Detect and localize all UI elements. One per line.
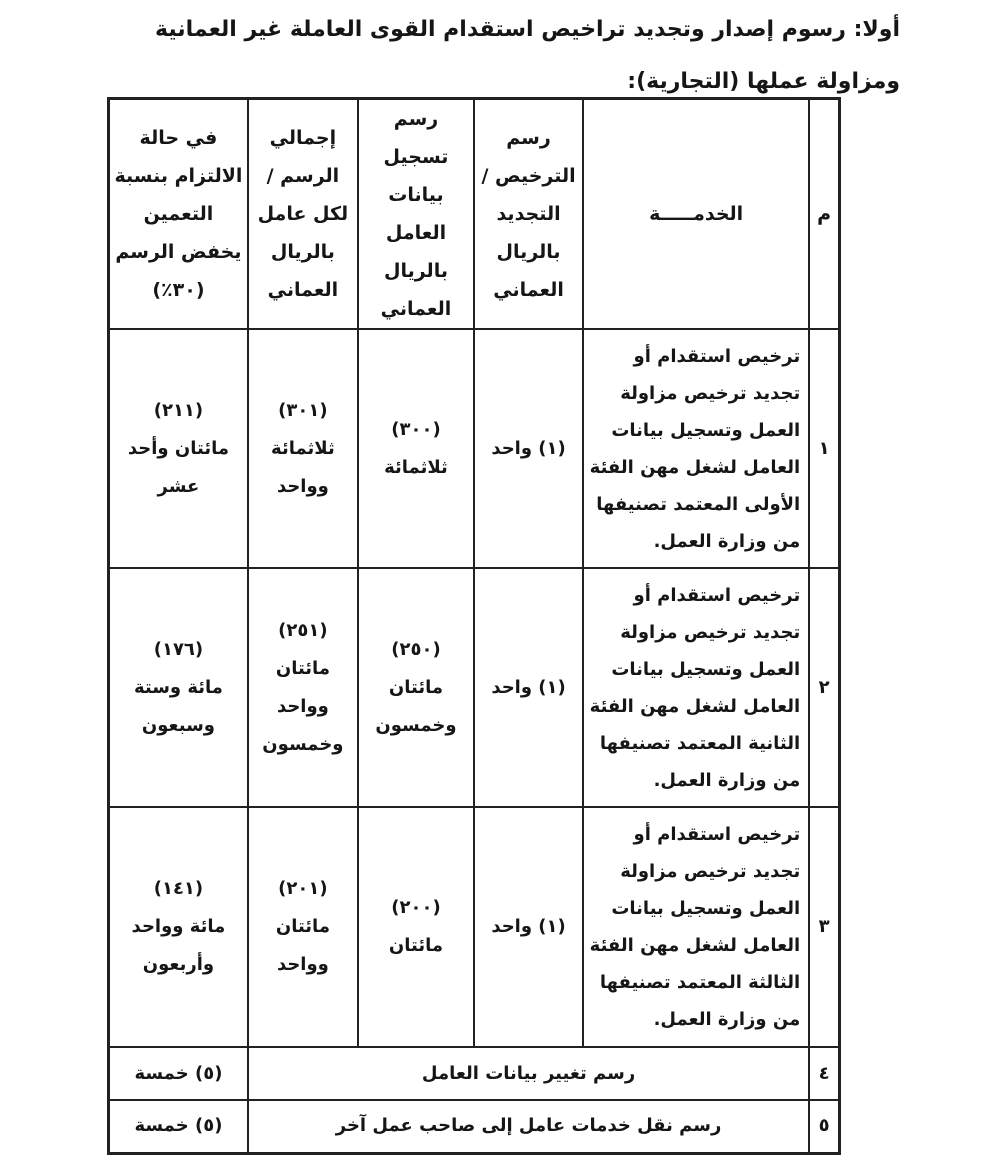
row-index: ٤ bbox=[809, 1047, 839, 1100]
total-words: ثلاثمائة وواحد bbox=[271, 437, 335, 497]
row-service: رسم تغيير بيانات العامل bbox=[248, 1047, 809, 1100]
row-service: ترخيص استقدام أو تجديد ترخيص مزاولة العمل وتسجيل بيانات العامل لشغل مهن الفئة الثانية المعتمد تصنيفها من وزارة العمل. bbox=[583, 568, 809, 807]
header-reduced-fee: في حالة الالتزام بنسبة التعمين يخفض الرسم (٣٠٪) bbox=[109, 99, 248, 330]
row-total-fee bbox=[248, 568, 358, 807]
row-license-fee: (١) واحد bbox=[474, 807, 583, 1047]
row-license-fee: (١) واحد bbox=[474, 329, 583, 568]
reduced-number: (١٧٦) bbox=[153, 638, 204, 660]
header-index: م bbox=[809, 99, 839, 330]
table-row bbox=[109, 329, 840, 568]
row-service: ترخيص استقدام أو تجديد ترخيص مزاولة العمل وتسجيل بيانات العامل لشغل مهن الفئة الأولى المعتمد تصنيفها من وزارة العمل. bbox=[583, 329, 809, 568]
fees-table bbox=[107, 97, 841, 1155]
row-fee: (٥) خمسة bbox=[109, 1100, 248, 1153]
row-index: ١ bbox=[809, 329, 839, 568]
row-registration-fee bbox=[358, 807, 474, 1047]
total-number: (٢٥١) bbox=[278, 619, 328, 641]
table-row bbox=[109, 568, 840, 807]
row-registration-fee bbox=[358, 329, 474, 568]
row-reduced-fee bbox=[109, 329, 248, 568]
header-total-fee: إجمالي الرسم / لكل عامل بالريال العماني bbox=[248, 99, 358, 330]
row-registration-fee bbox=[358, 568, 474, 807]
row-total-fee bbox=[248, 807, 358, 1047]
header-service: الخدمـــــة bbox=[583, 99, 809, 330]
row-reduced-fee bbox=[109, 568, 248, 807]
reduced-words: مائة وستة وسبعون bbox=[133, 676, 223, 736]
registration-number: (٢٥٠) bbox=[391, 638, 441, 660]
row-reduced-fee bbox=[109, 807, 248, 1047]
header-registration-fee: رسم تسجيل بيانات العامل بالريال العماني bbox=[358, 99, 474, 330]
reduced-words: مائتان وأحد عشر bbox=[127, 437, 229, 497]
heading-text: رسوم إصدار وتجديد تراخيص استقدام القوى العاملة غير العمانية ومزاولة عملها (التجارية): bbox=[155, 17, 900, 94]
section-heading bbox=[100, 4, 900, 108]
row-service: رسم نقل خدمات عامل إلى صاحب عمل آخر bbox=[248, 1100, 809, 1153]
registration-words: ثلاثمائة bbox=[384, 456, 448, 478]
total-words: مائتان وواحد وخمسون bbox=[262, 657, 344, 755]
total-number: (٢٠١) bbox=[278, 878, 328, 899]
row-index: ٥ bbox=[809, 1100, 839, 1153]
header-license-fee: رسم الترخيص / التجديد بالريال العماني bbox=[474, 99, 583, 330]
row-license-fee: (١) واحد bbox=[474, 568, 583, 807]
row-fee: (٥) خمسة bbox=[109, 1047, 248, 1100]
row-service: ترخيص استقدام أو تجديد ترخيص مزاولة العمل وتسجيل بيانات العامل لشغل مهن الفئة الثالثة المعتمد تصنيفها من وزارة العمل. bbox=[583, 807, 809, 1047]
total-words: مائتان وواحد bbox=[275, 916, 330, 975]
table-row bbox=[109, 1047, 840, 1100]
total-number: (٣٠١) bbox=[278, 399, 328, 421]
registration-number: (٢٠٠) bbox=[391, 897, 441, 918]
table-row bbox=[109, 1100, 840, 1153]
reduced-number: (٢١١) bbox=[153, 399, 204, 421]
reduced-words: مائة وواحد وأربعون bbox=[131, 916, 226, 975]
row-index: ٢ bbox=[809, 568, 839, 807]
row-total-fee bbox=[248, 329, 358, 568]
row-index: ٣ bbox=[809, 807, 839, 1047]
reduced-number: (١٤١) bbox=[153, 878, 204, 899]
registration-words: مائتان وخمسون bbox=[375, 676, 457, 736]
table-row bbox=[109, 807, 840, 1047]
heading-lead: أولا: bbox=[853, 17, 900, 42]
registration-words: مائتان bbox=[388, 935, 444, 956]
table-header-row bbox=[109, 99, 840, 330]
registration-number: (٣٠٠) bbox=[391, 418, 441, 440]
